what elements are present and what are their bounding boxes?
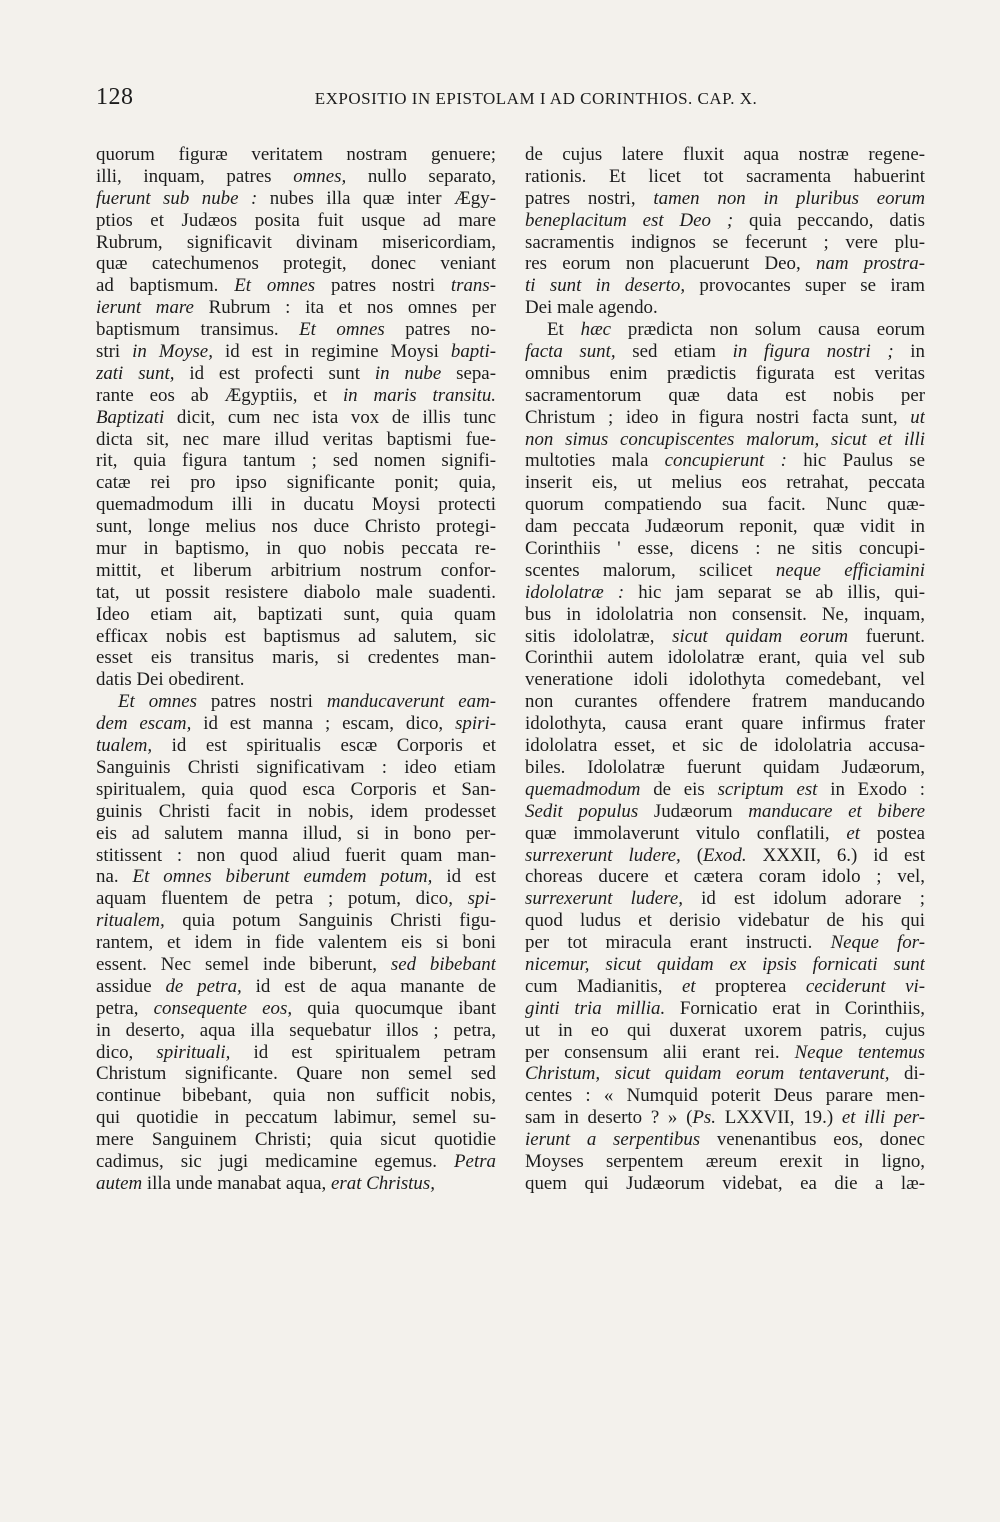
text-line: sitis idololatræ, sicut quidam eorum fuerunt. — [525, 625, 925, 647]
text-line: baptismum transimus. Et omnes patres no- — [96, 319, 496, 341]
text-line: Ideo etiam ait, baptizati sunt, quia quam — [96, 603, 496, 625]
text-line: nicemur, sicut quidam ex ipsis fornicati sunt — [525, 953, 925, 975]
text-line: res eorum non placuerunt Deo, nam prostra- — [525, 253, 925, 275]
text-line: Sanguinis Christi significativam : ideo etiam — [96, 756, 496, 778]
text-line: biles. Idololatræ fuerunt quidam Judæorum, — [525, 756, 925, 778]
left-column — [96, 144, 496, 1195]
right-column — [525, 144, 925, 1195]
text-line: sacramentis indignos se fecerunt ; vere plu- — [525, 231, 925, 253]
text-line: Corinthii autem idololatræ erant, quia vel sub — [525, 647, 925, 669]
text-line: sam in deserto ? » (Ps. LXXVII, 19.) et illi per- — [525, 1107, 925, 1129]
text-line: surrexerunt ludere, id est idolum adorare ; — [525, 888, 925, 910]
text-line: Christum significante. Quare non semel sed — [96, 1063, 496, 1085]
page-header — [96, 84, 916, 118]
text-line: catæ rei pro ipso significante ponit; quia, — [96, 472, 496, 494]
text-line: illi, inquam, patres omnes, nullo separato, — [96, 165, 496, 187]
text-line: scentes malorum, scilicet neque efficiamini — [525, 559, 925, 581]
page-number: 128 — [96, 84, 134, 110]
text-line: non curantes offendere fratrem manducando — [525, 691, 925, 713]
text-line: essent. Nec semel inde biberunt, sed bibebant — [96, 953, 496, 975]
text-line: sunt, longe melius nos duce Christo protegi- — [96, 516, 496, 538]
text-line: dico, spirituali, id est spiritualem petram — [96, 1041, 496, 1063]
text-line: tat, ut possit resistere diabolo male suadenti. — [96, 581, 496, 603]
text-line: spiritualem, quia quod esca Corporis et San- — [96, 778, 496, 800]
text-line: beneplacitum est Deo ; quia peccando, datis — [525, 209, 925, 231]
text-line: quemadmodum de eis scriptum est in Exodo : — [525, 778, 925, 800]
text-line: idololatræ : hic jam separat se ab illis, qui- — [525, 581, 925, 603]
text-line: bus in idololatria non consensit. Ne, inquam, — [525, 603, 925, 625]
text-line: quemadmodum illi in ducatu Moysi protecti — [96, 494, 496, 516]
text-line: stitissent : non quod aliud fuerit quam man- — [96, 844, 496, 866]
text-line: centes : « Numquid poterit Deus parare men- — [525, 1085, 925, 1107]
text-line: quæ catechumenos protegit, donec veniant — [96, 253, 496, 275]
text-line: zati sunt, id est profecti sunt in nube sepa- — [96, 362, 496, 384]
text-line: idololatra esset, et sic de idololatria accusa- — [525, 735, 925, 757]
text-line: na. Et omnes biberunt eumdem potum, id est — [96, 866, 496, 888]
text-line: assidue de petra, id est de aqua manante de — [96, 975, 496, 997]
text-line: per tot miracula erant instructi. Neque for- — [525, 932, 925, 954]
text-line: Corinthiis ' esse, dicens : ne sitis concupi- — [525, 538, 925, 560]
text-line: non simus concupiscentes malorum, sicut et illi — [525, 428, 925, 450]
text-line: rantem, et idem in fide valentem eis si boni — [96, 932, 496, 954]
text-line: idolothyta, causa erant quare infirmus frater — [525, 713, 925, 735]
text-line: quorum figuræ veritatem nostram genuere; — [96, 144, 496, 165]
text-line: Dei male agendo. — [525, 297, 658, 319]
text-line: ti sunt in deserto, provocantes super se iram — [525, 275, 925, 297]
text-line: sacramentorum quæ data est nobis per — [525, 384, 925, 406]
text-line: in deserto, aqua illa sequebatur illos ; petra, — [96, 1019, 496, 1041]
text-line: Et omnes patres nostri manducaverunt eam- — [118, 691, 496, 713]
text-line: cum Madianitis, et propterea ceciderunt vi- — [525, 975, 925, 997]
text-line: dam peccata Judæorum reponit, quæ vidit in — [525, 516, 925, 538]
text-line: ritualem, quia potum Sanguinis Christi figu- — [96, 910, 496, 932]
text-line: ad baptismum. Et omnes patres nostri trans- — [96, 275, 496, 297]
text-line: rationis. Et licet tot sacramenta habuerint — [525, 165, 925, 187]
text-line: Sedit populus Judæorum manducare et bibere — [525, 800, 925, 822]
text-line: ierunt a serpentibus venenantibus eos, donec — [525, 1129, 925, 1151]
text-line: stri in Moyse, id est in regimine Moysi bapti- — [96, 341, 496, 363]
running-title: EXPOSITIO IN EPISTOLAM I AD CORINTHIOS. CAP. X. — [314, 89, 758, 108]
text-line: facta sunt, sed etiam in figura nostri ; in — [525, 341, 925, 363]
text-line: Moyses serpentem æreum erexit in ligno, — [525, 1150, 925, 1172]
text-line: ginti tria millia. Fornicatio erat in Corinthiis, — [525, 997, 925, 1019]
text-line: autem illa unde manabat aqua, erat Christus, — [96, 1172, 435, 1194]
text-line: surrexerunt ludere, (Exod. XXXII, 6.) id est — [525, 844, 925, 866]
text-line: dicta sit, nec mare illud veritas baptismi fue- — [96, 428, 496, 450]
text-line: dem escam, id est manna ; escam, dico, spiri- — [96, 713, 496, 735]
text-line: eis ad salutem manna illud, si in bono per- — [96, 822, 496, 844]
text-line: efficax nobis est baptismus ad salutem, sic — [96, 625, 496, 647]
text-line: multoties mala concupierunt : hic Paulus se — [525, 450, 925, 472]
text-line: inserit eis, ut melius eos retrahat, peccata — [525, 472, 925, 494]
text-line: per consensum alii erant rei. Neque tentemus — [525, 1041, 925, 1063]
text-line: mur in baptismo, in quo nobis peccata re- — [96, 538, 496, 560]
text-line: Christum ; ideo in figura nostri facta sunt, ut — [525, 406, 925, 428]
text-line: quæ immolaverunt vitulo conflatili, et postea — [525, 822, 925, 844]
text-line: Baptizati dicit, cum nec ista vox de illis tunc — [96, 406, 496, 428]
text-line: petra, consequente eos, quia quocumque ibant — [96, 997, 496, 1019]
text-line: omnibus enim prædictis figurata est veritas — [525, 362, 925, 384]
text-line: quorum compatiendo sua facit. Nunc quæ- — [525, 494, 925, 516]
text-line: datis Dei obedirent. — [96, 669, 245, 691]
text-line: esset eis transitus maris, si credentes man- — [96, 647, 496, 669]
text-line: quod ludus et derisio videbatur de his qui — [525, 910, 925, 932]
text-line: ut in eo qui duxerat uxorem patris, cujus — [525, 1019, 925, 1041]
text-line: quem qui Judæorum videbat, ea die a læ- — [525, 1172, 925, 1194]
text-line: rit, quia figura tantum ; sed nomen signifi- — [96, 450, 496, 472]
text-line: de cujus latere fluxit aqua nostræ regene- — [525, 144, 925, 165]
text-line: continue bibebant, quia non sufficit nobis, — [96, 1085, 496, 1107]
text-line: Et hæc prædicta non solum causa eorum — [547, 319, 925, 341]
text-line: guinis Christi facit in nobis, idem prodesset — [96, 800, 496, 822]
text-line: mittit, et liberum arbitrium nostrum confor- — [96, 559, 496, 581]
text-line: fuerunt sub nube : nubes illa quæ inter Ægy- — [96, 187, 496, 209]
text-line: patres nostri, tamen non in pluribus eorum — [525, 187, 925, 209]
text-line: ptios et Judæos posita fuit usque ad mare — [96, 209, 496, 231]
text-line: choreas ducere et cætera coram idolo ; vel, — [525, 866, 925, 888]
text-line: ierunt mare Rubrum : ita et nos omnes per — [96, 297, 496, 319]
text-line: tualem, id est spiritualis escæ Corporis et — [96, 735, 496, 757]
text-line: mere Sanguinem Christi; quia sicut quotidie — [96, 1129, 496, 1151]
text-line: cadimus, sic jugi medicamine egemus. Petra — [96, 1150, 496, 1172]
text-line: rante eos ab Ægyptiis, et in maris transitu. — [96, 384, 496, 406]
text-line: Rubrum, significavit divinam misericordiam, — [96, 231, 496, 253]
text-line: qui quotidie in peccatum labimur, semel su- — [96, 1107, 496, 1129]
text-line: Christum, sicut quidam eorum tentaverunt, di- — [525, 1063, 925, 1085]
text-line: veneratione idoli idolothyta comedebant, vel — [525, 669, 925, 691]
text-line: aquam fluentem de petra ; potum, dico, spi- — [96, 888, 496, 910]
